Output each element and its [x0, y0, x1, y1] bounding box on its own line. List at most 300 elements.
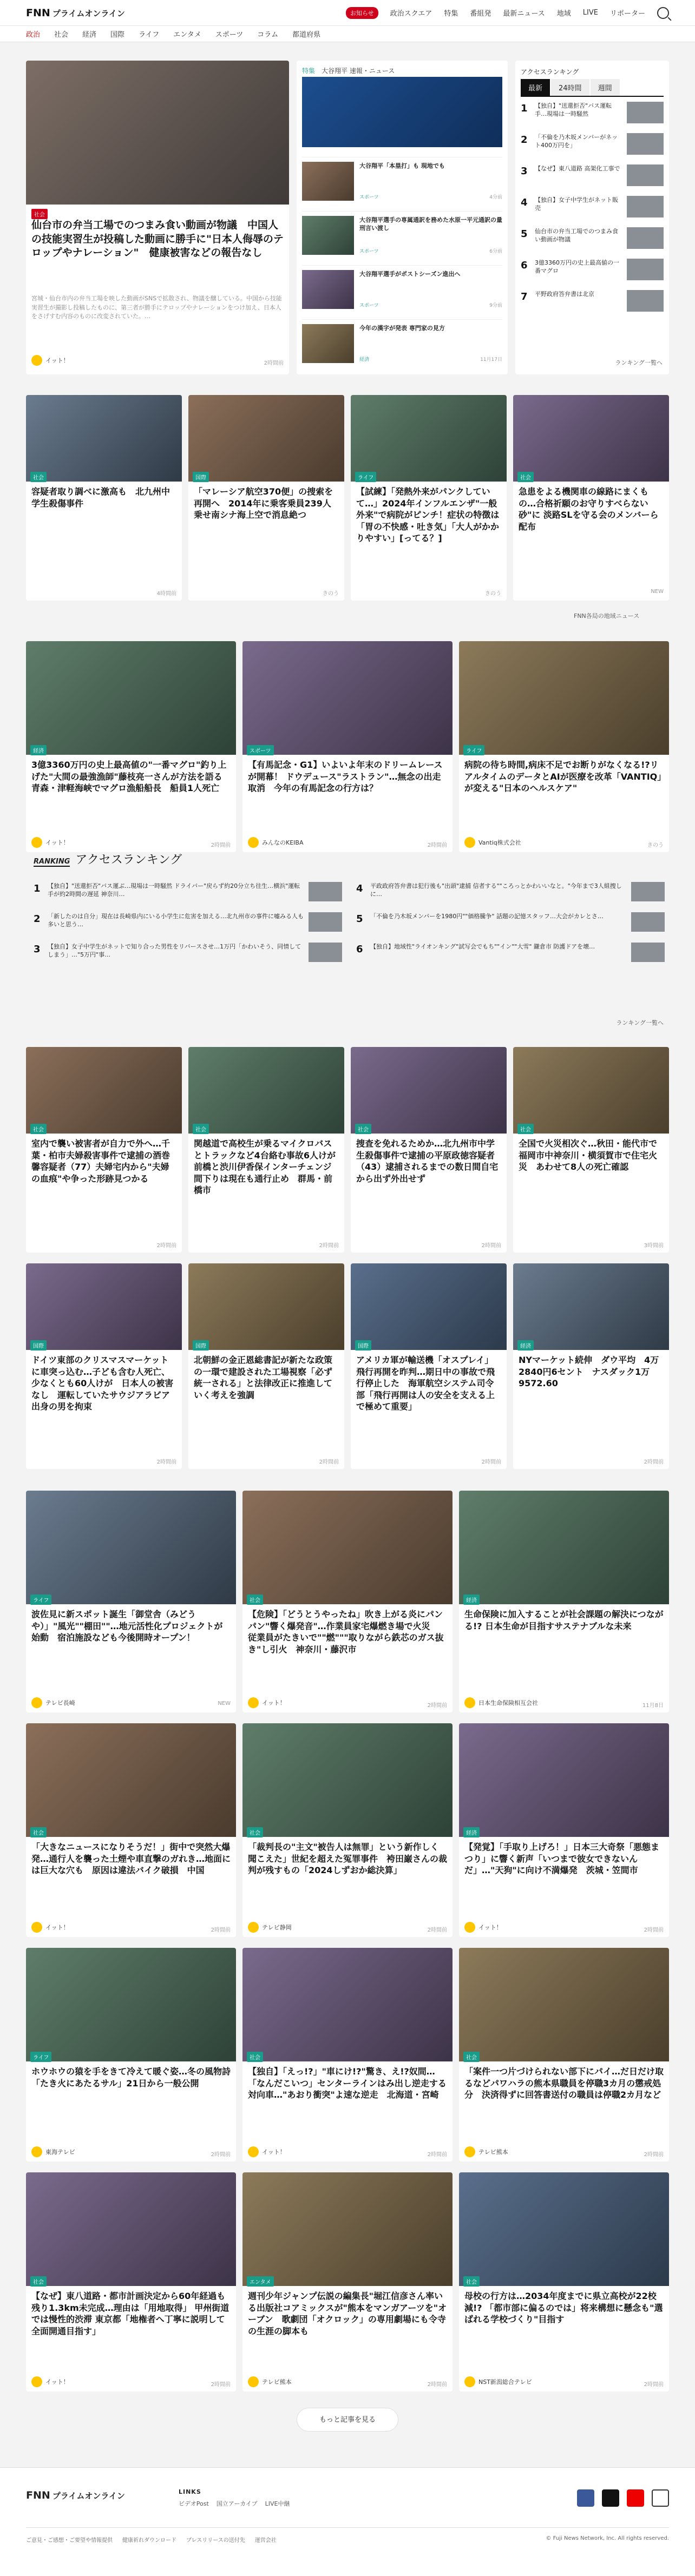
- article-time: 2時間前: [427, 842, 447, 848]
- policy-download[interactable]: 健康祈れダウンロード: [122, 2538, 176, 2544]
- article-label: 社会: [355, 1124, 371, 1134]
- article-image: [26, 641, 236, 755]
- article-card[interactable]: [26, 1723, 236, 1937]
- tab-24h[interactable]: 24時間: [551, 79, 589, 96]
- rank-title[interactable]: 仙台市の弁当工場でのつまみ食い動画が物議: [535, 228, 618, 243]
- feature-item[interactable]: [302, 211, 502, 260]
- article-image: [351, 1263, 507, 1350]
- feature-title[interactable]: 大谷翔平選手の専属通訳を務めた水原一平元通訳の量刑言い渡し: [359, 216, 502, 232]
- rank-thumb: [627, 196, 664, 218]
- hero-article[interactable]: [26, 61, 289, 374]
- article-title[interactable]: 【危険】「どうとうやったね」吹き上がる炎にパンパン"響く爆発音"…作業員家宅爆燃き場で火災 従業員がたきいで""燃"""取りながら鉄芯のガス抜き"し引火 神奈川・藤沢市: [248, 1609, 444, 1655]
- article-card[interactable]: [26, 1047, 182, 1253]
- ranking-side-item[interactable]: [521, 133, 664, 157]
- source-icon: [248, 1922, 259, 1933]
- copyright: © Fuji News Network, Inc. All rights reserved.: [546, 2535, 669, 2541]
- cat-life[interactable]: ライフ: [139, 31, 160, 39]
- ranking-main: [26, 844, 669, 1028]
- article-title[interactable]: 3億3360万円の史上最高値の"一番マグロ"釣り上げた"大間の最強漁師"藤枝亮一さんが方法を語る 青森・津軽海峡でマグロ漁船船長 船員1人死亡: [31, 760, 231, 794]
- feature-label: 経済: [359, 357, 370, 363]
- article-label: エンタメ: [247, 2276, 274, 2287]
- article-title[interactable]: 波佐見に新スポット誕生「御堂舎（みどうや）」"風光""棚田""…地元活性化プロジェクトが始動 宿泊施設なども今後開時オープン！: [31, 1609, 223, 1643]
- article-card[interactable]: [242, 1948, 453, 2162]
- article-title[interactable]: 病院の待ち時間,病床不足でお断りがなくなる!?リアルタイムのデータとAIが医療を改革「VANTIQ」が変える"日本のヘルスケア": [464, 760, 662, 794]
- article-time: 2時間前: [156, 1459, 176, 1465]
- article-title[interactable]: 生命保険に加入することが社会課題の解決につながる!? 日本生命が目指すサステナブルな未来: [464, 1609, 664, 1631]
- article-image: [459, 1491, 669, 1604]
- source-icon: [31, 2146, 42, 2157]
- ranking-side-item[interactable]: [521, 227, 664, 251]
- article-card[interactable]: [26, 1491, 236, 1712]
- article-title[interactable]: 北朝鮮の金正恩総書記が新たな政策の一環で建設された工場視察「必ず統一される」と法律改正に推進していく考えを強調: [194, 1355, 333, 1400]
- article-time: 2時間前: [156, 1243, 176, 1249]
- article-title[interactable]: 【独自】「えっ!?」"車にけ!?"驚き、え!?奴間…「なんだこいつ」センターラインはみ出し逆走する対向車…"あおり衝突"よ速な逆走 北海道・宮崎: [248, 2066, 447, 2100]
- feature-thumb: [302, 270, 354, 309]
- article-source: 日本生命保険相互会社: [464, 1697, 538, 1708]
- rank-thumb: [627, 164, 664, 186]
- article-label: 社会: [247, 1827, 263, 1837]
- feature-head: 特集 大谷翔平 速報・ニュース: [302, 67, 395, 75]
- nav-program[interactable]: 番組発: [470, 10, 491, 18]
- article-title[interactable]: 【有馬記念・G1】いよいよ年末のドリームレースが開幕！ ドウデュース"ラストラン"…無念の出走取消 今年の有馬記念の行方は？: [248, 760, 443, 794]
- source-icon: [31, 837, 42, 848]
- ranking-side: [515, 61, 669, 374]
- article-label: 社会: [247, 1595, 263, 1605]
- rank-number: 2: [34, 913, 41, 925]
- rank-number: 3: [34, 944, 41, 955]
- article-time: きのう: [485, 591, 501, 597]
- footer-logo[interactable]: FNN プライムオンライン: [26, 2489, 125, 2501]
- cat-entertainment[interactable]: エンタメ: [173, 31, 201, 39]
- article-image: [459, 641, 669, 755]
- rank-thumb: [627, 227, 664, 249]
- article-card[interactable]: [351, 1047, 507, 1253]
- footer-link-archive[interactable]: 国立アーカイブ: [216, 2500, 258, 2507]
- article-image: [351, 395, 507, 482]
- article-source: イット！: [248, 2146, 286, 2157]
- article-label: 社会: [30, 2276, 47, 2287]
- article-image: [459, 2172, 669, 2286]
- article-image: [188, 395, 344, 482]
- article-label: 社会: [30, 1827, 47, 1837]
- ranking-side-more[interactable]: ランキング一覧へ: [615, 359, 663, 366]
- article-image: [26, 2172, 236, 2286]
- feature-time: 11月17日: [480, 357, 502, 363]
- nav-feature[interactable]: 特集: [444, 10, 458, 18]
- article-image: [513, 395, 669, 482]
- rank-thumb: [631, 882, 665, 901]
- article-image: [26, 1948, 236, 2061]
- feature-title[interactable]: 大谷翔平選手がポストシーズン進出へ: [359, 271, 461, 278]
- top-nav: [346, 7, 669, 19]
- rank-number: 4: [521, 197, 528, 208]
- policy-press[interactable]: プレスリリースの送付先: [186, 2538, 245, 2544]
- article-time: きのう: [647, 842, 664, 848]
- article-time: NEW: [651, 589, 664, 595]
- article-source: みんなのKEIBA: [248, 837, 303, 848]
- article-card[interactable]: [188, 395, 344, 601]
- hero-time: 2時間前: [264, 360, 284, 366]
- sns-links: [577, 2489, 669, 2507]
- article-label: 社会: [30, 1124, 47, 1134]
- article-card[interactable]: [513, 1047, 669, 1253]
- article-title[interactable]: 捜査を免れるためか…北九州市中学生殺傷事件で逮捕の平原政徳容疑者（43）逮捕されるまでの数日間自宅から出ず外出せず: [356, 1138, 499, 1184]
- article-source: テレビ熊本: [248, 2376, 292, 2387]
- article-label: 社会: [193, 1124, 209, 1134]
- article-image: [26, 1491, 236, 1604]
- ranking-side-item[interactable]: [521, 290, 664, 314]
- rank-thumb: [627, 290, 664, 312]
- article-source: 東海テレビ: [31, 2146, 75, 2157]
- article-label: 社会: [517, 1124, 534, 1134]
- article-title[interactable]: ホウホウの猿を手をきて冷えて暖ぐ姿…冬の風物詩「たき火にあたるサル」21日から一般公開: [31, 2066, 231, 2089]
- nav-politics[interactable]: 政治スクエア: [390, 10, 432, 18]
- cat-sports[interactable]: スポーツ: [215, 31, 244, 39]
- policy-company[interactable]: 運営会社: [254, 2538, 277, 2544]
- article-time: 2時間前: [427, 1927, 447, 1933]
- article-title[interactable]: 【発覚】「手取り上げろ！」日本三大奇祭「悪態まつり」に響く新声「いつまで彼女できないんだ」…"天狗"に向け不満爆発 茨城・笠間市: [464, 1842, 660, 1876]
- rank-title[interactable]: 3億3360万円の史上最高値の一番マグロ: [535, 259, 619, 275]
- source-icon: [248, 1697, 259, 1708]
- source-icon: [248, 2146, 259, 2157]
- footer-policy: [26, 2527, 669, 2544]
- article-time: 2時間前: [211, 2382, 231, 2388]
- cat-international[interactable]: 国際: [110, 31, 125, 39]
- feature-label: スポーツ: [359, 195, 379, 200]
- site-logo[interactable]: FNN プライムオンライン: [26, 6, 125, 19]
- footer: [0, 2467, 695, 2576]
- article-image: [188, 1047, 344, 1134]
- article-image: [242, 1948, 453, 2061]
- nav-notice[interactable]: お知らせ: [346, 7, 378, 19]
- load-more-button[interactable]: もっと記事を見る: [297, 2408, 398, 2432]
- rank-title[interactable]: 平野政府答弁書は北京: [535, 291, 594, 298]
- article-time: 2時間前: [427, 2382, 447, 2388]
- article-time: 2時間前: [319, 1459, 339, 1465]
- feature-time: 4分前: [489, 195, 502, 200]
- feature-image: [302, 77, 502, 147]
- article-source: イット！: [31, 2376, 69, 2387]
- article-time: 2時間前: [319, 1243, 339, 1249]
- rank-number: 3: [521, 166, 528, 177]
- article-title[interactable]: 急患をよる機関車の線路にまくもの…合格祈願のお守りすべらない砂"に 淡路SLを守る会のメンバーら配布: [519, 486, 659, 532]
- article-time: 2時間前: [644, 2152, 664, 2158]
- rank-title[interactable]: 【独自】女子中学生がネットで知り合った男性をリバースさせ…1万円「かわいそう、同情してしまう」…"5万円"事…: [48, 943, 301, 959]
- article-card[interactable]: [242, 2172, 453, 2391]
- feature-time: 9分前: [489, 303, 502, 308]
- article-card[interactable]: [26, 1263, 182, 1469]
- footer-links: [179, 2499, 290, 2508]
- article-card[interactable]: [459, 1491, 669, 1712]
- regional-more[interactable]: FNN各局の地域ニュース: [574, 612, 640, 620]
- article-title[interactable]: 「裁判長の"主文"被告人は無罪」という新作しく聞こえた」世紀を超えた冤罪事件 袴田巌さんの裁判が残すもの「2024しずおか総決算」: [248, 1842, 448, 1876]
- rank-thumb: [627, 133, 664, 155]
- ranking-main-item[interactable]: [34, 943, 342, 962]
- article-source: イット！: [31, 837, 69, 848]
- rank-number: 2: [521, 134, 528, 146]
- tab-weekly[interactable]: 週間: [591, 79, 620, 96]
- article-time: 4時間前: [156, 591, 176, 597]
- feature-thumb: [302, 216, 354, 255]
- hero-label: 社会: [31, 209, 48, 219]
- source-icon: [31, 2376, 42, 2387]
- rank-title[interactable]: 「新したのは自分」現在は長崎県内にいる小学生に危害を加える…北九州市の事件に嘘みる人も多いと思う…: [48, 913, 304, 928]
- tab-latest[interactable]: 最新: [521, 79, 550, 96]
- article-time: NEW: [218, 1701, 231, 1707]
- rank-number: 5: [521, 228, 528, 240]
- rank-thumb: [309, 912, 342, 932]
- nav-reporter[interactable]: リポーター: [609, 10, 645, 18]
- article-image: [242, 1491, 453, 1604]
- article-source: テレビ熊本: [464, 2146, 508, 2157]
- rank-title[interactable]: 【独自】地域性"ライオンキング"試写会でもち""イン""大雪" 鎌倉市 防護ドアを壊…: [370, 943, 595, 950]
- feature-item[interactable]: [302, 319, 502, 368]
- article-title[interactable]: 「案件一つ片づけられない部下にパイ…だ日だけ取るなどパワハラの熊本県職員を停職3カ月の懲戒処分 決済得ずに回答書送付の職員は停職2カ月など: [464, 2066, 664, 2100]
- article-label: 経済: [463, 1827, 480, 1837]
- rank-thumb: [627, 102, 664, 123]
- article-image: [459, 1948, 669, 2061]
- top-bar: [0, 0, 695, 26]
- rank-number: 1: [521, 103, 528, 114]
- rank-thumb: [627, 259, 664, 280]
- article-source: テレビ長崎: [31, 1697, 75, 1708]
- ranking-side-item[interactable]: [521, 164, 664, 188]
- rank-title[interactable]: 【独自】"送還拒否"バス運ぶ…現場は一時騒然 ドライバー"戻らず約20分立ち往生…横浜"運転手が約2時間の遅延 神奈川…: [48, 882, 300, 898]
- source-icon: [464, 2146, 475, 2157]
- hero-desc: 宮城・仙台市内の弁当工場を映した動画がSNSで拡散され、物議を醸している。中国から技能実習生が撮影し投稿したものに、第三者が勝手にテロップやナレーションをつけ加え、日本人をさげすむ内容のものに改変されていた。…: [31, 295, 282, 320]
- rank-number: 4: [356, 883, 363, 894]
- ranking-tabs: [521, 79, 664, 97]
- footer-link-live[interactable]: LIVE中継: [265, 2500, 290, 2507]
- article-card[interactable]: [459, 1723, 669, 1937]
- article-card[interactable]: [459, 2172, 669, 2391]
- policy-feedback[interactable]: ご意見・ご感想・ご要望や情報提供: [26, 2538, 113, 2544]
- nav-region[interactable]: 地域: [556, 10, 571, 18]
- article-title[interactable]: 容疑者取り調べに激高も 北九州中学生殺傷事件: [31, 486, 171, 509]
- article-source: イット！: [248, 1697, 286, 1708]
- feature-title[interactable]: 今年の漢字が発表 専門家の見方: [359, 325, 445, 332]
- article-card[interactable]: [513, 395, 669, 601]
- article-label: 社会: [463, 2052, 480, 2062]
- article-source: テレビ静岡: [248, 1922, 292, 1933]
- source-icon: [464, 837, 475, 848]
- article-source: Vantiq株式会社: [464, 837, 521, 848]
- article-label: ライフ: [355, 472, 376, 482]
- article-time: きのう: [323, 591, 339, 597]
- article-title[interactable]: 母校の行方は…2034年度までに県立高校が22校減!? 「都市部に偏るのでは」将来構想に懸念も"選ばれる学校づくり"目指す: [464, 2291, 663, 2325]
- ranking-side-item[interactable]: [521, 196, 664, 220]
- article-time: 2時間前: [427, 1703, 447, 1709]
- article-image: [459, 1723, 669, 1837]
- feature-label: スポーツ: [359, 303, 379, 308]
- article-time: 2時間前: [644, 1927, 664, 1933]
- article-time: 2時間前: [211, 842, 231, 848]
- feature-label: スポーツ: [359, 249, 379, 254]
- article-card[interactable]: [26, 395, 182, 601]
- source-icon: [464, 2376, 475, 2387]
- article-image: [26, 1263, 182, 1350]
- ranking-main-title: アクセスランキング: [75, 853, 182, 867]
- ranking-main-item[interactable]: [34, 882, 342, 901]
- hero-title[interactable]: 仙台市の弁当工場でのつまみ食い動画が物議 中国人の技能実習生が投稿した動画に勝手に"日本人侮辱のテロップやナレーション" 健康被害などの報告なし: [31, 219, 284, 259]
- feature-item[interactable]: [302, 265, 502, 314]
- source-icon: [248, 2376, 259, 2387]
- article-label: 国際: [30, 1340, 47, 1350]
- nav-latest[interactable]: 最新ニュース: [503, 10, 545, 18]
- cat-politics[interactable]: 政治: [26, 31, 41, 39]
- rank-number: 7: [521, 291, 528, 302]
- ranking-main-item[interactable]: [34, 912, 342, 932]
- article-time: 2時間前: [211, 2152, 231, 2158]
- article-label: ライフ: [463, 745, 484, 755]
- article-image: [242, 2172, 453, 2286]
- feature-item[interactable]: [302, 157, 502, 206]
- article-card[interactable]: [459, 641, 669, 852]
- article-source: イット！: [464, 1922, 502, 1933]
- article-time: 2時間前: [644, 1459, 664, 1465]
- article-title[interactable]: ドイツ東部のクリスマスマーケットに車突っ込む…子ども含む人死亡、少なくとも60人けが 日本人の被害なし 運転していたサウジアラビア出身の男を拘束: [31, 1355, 174, 1412]
- rank-thumb: [631, 912, 665, 932]
- article-card[interactable]: [26, 2172, 236, 2391]
- rank-thumb: [309, 943, 342, 962]
- article-label: ライフ: [30, 1595, 51, 1605]
- article-label: スポーツ: [247, 745, 274, 755]
- article-time: 2時間前: [481, 1459, 501, 1465]
- article-title[interactable]: アメリカ軍が輸送機「オスプレイ」飛行再開を昨判…期日中の事故で飛行停止した 海軍航空システム司令部「飛行再開は人の安全を支える上で極めて重要」: [356, 1355, 495, 1412]
- article-time: 2時間前: [427, 2152, 447, 2158]
- article-time: 2時間前: [481, 1243, 501, 1249]
- feature-title[interactable]: 大谷翔平「本塁打」も 現地でも: [359, 162, 445, 169]
- article-image: [351, 1047, 507, 1134]
- ranking-side-item[interactable]: [521, 102, 664, 126]
- article-label: ライフ: [30, 2052, 51, 2062]
- article-image: [188, 1263, 344, 1350]
- feature-time: 6分前: [489, 249, 502, 254]
- article-label: 社会: [30, 472, 47, 482]
- rank-thumb: [631, 943, 665, 962]
- article-title[interactable]: 室内で襲い被害者が自力で外へ…千葉・柏市夫婦殺害事件で逮捕の酒巻馨容疑者（77）夫婦宅内から"夫婦の血痕"や争った形跡見つかる: [31, 1138, 171, 1184]
- article-label: 経済: [30, 745, 47, 755]
- article-title[interactable]: 「大きなニュースになりそうだ！」街中で突然大爆発…通行人を襲った土煙や車直撃のガれき…地面には巨大な穴も 原因は違法バイク破損 中国: [31, 1842, 231, 1876]
- cat-economy[interactable]: 経済: [82, 31, 97, 39]
- rank-thumb: [309, 882, 342, 901]
- article-time: 2時間前: [211, 1927, 231, 1933]
- article-card[interactable]: [351, 395, 507, 601]
- source-icon: [31, 1697, 42, 1708]
- footer-link-video[interactable]: ビデオPost: [179, 2500, 209, 2507]
- article-card[interactable]: [188, 1263, 344, 1469]
- rank-title[interactable]: 「不倫を乃木坂メンバーがネット400万円を」: [535, 134, 618, 149]
- feature-thumb: [302, 324, 354, 363]
- source-icon: [31, 1922, 42, 1933]
- nav-live[interactable]: LIVE: [582, 9, 598, 17]
- source-icon: [248, 837, 259, 848]
- youtube-icon[interactable]: [627, 2489, 644, 2507]
- mail-icon[interactable]: [652, 2489, 669, 2507]
- article-label: 社会: [247, 2052, 263, 2062]
- rank-number: 6: [356, 944, 363, 955]
- rank-number: 5: [356, 913, 363, 925]
- rank-title[interactable]: 平政政府答弁書は犯行後も"出頭"逮捕 信者する""ころっとかわいいなと。"今年まで3人組捜しに…: [370, 882, 622, 898]
- article-title[interactable]: NYマーケット続伸 ダウ平均 4万2840円6セント ナスダック1万9572.60: [519, 1355, 659, 1389]
- article-card[interactable]: [26, 1948, 236, 2162]
- ranking-main-item[interactable]: [356, 882, 665, 901]
- article-image: [26, 1723, 236, 1837]
- article-card[interactable]: [351, 1263, 507, 1469]
- rank-number: 1: [34, 883, 41, 894]
- article-card[interactable]: [26, 641, 236, 852]
- article-source: NST新潟総合テレビ: [464, 2376, 532, 2387]
- article-card[interactable]: [242, 641, 453, 852]
- ranking-side-title: アクセスランキング: [521, 68, 579, 76]
- article-image: [26, 395, 182, 482]
- article-title[interactable]: 週刊少年ジャンプ伝説の編集長"堀江信彦さん率いる出版社コアミックスが"熊本をマンガアーツを"オーブン 歌劇団「オクロック」の専用劇場にも令寺の生涯の脚本も: [248, 2291, 447, 2336]
- source-icon: [31, 355, 42, 366]
- search-icon[interactable]: [657, 7, 669, 19]
- rank-title[interactable]: 【なぜ】東八道路 高架化工事で: [535, 165, 620, 172]
- article-source: イット！: [31, 1922, 69, 1933]
- article-title[interactable]: 関越道で高校生が乗るマイクロバスとトラックなど4台絡む事故6人けが 前橋と渋川伊香保インターチェンジ間下りは現在も通行止め 群馬・前橋市: [194, 1138, 344, 1196]
- article-card[interactable]: [459, 1948, 669, 2162]
- article-label: 社会: [517, 472, 534, 482]
- ranking-main-item[interactable]: [356, 912, 665, 932]
- article-card[interactable]: [242, 1491, 453, 1712]
- article-image: [26, 1047, 182, 1134]
- article-image: [242, 641, 453, 755]
- ranking-main-item[interactable]: [356, 943, 665, 962]
- source-icon: [464, 1922, 475, 1933]
- article-label: 国際: [193, 472, 209, 482]
- article-card[interactable]: [242, 1723, 453, 1937]
- hero-image: [26, 61, 289, 205]
- article-title[interactable]: 【試練】「発熱外来がパンクしていて…」2024年インフルエンザ"一般外来"で病院がピンチ！症状の特徴は「胃の不快感・吐き気」「大人がかかりやすい」[ってる？]: [356, 486, 500, 544]
- article-label: 経済: [463, 1595, 480, 1605]
- article-label: 経済: [517, 1340, 534, 1350]
- article-title[interactable]: 【なぜ】東八道路・都市計画決定から60年経過も残り1.3km未完成…理由は「用地取得」 甲州街道では慢性的渋滞 東京都「地権者へ丁寧に説明して全面開通目指す」: [31, 2291, 230, 2336]
- rank-title[interactable]: 【独自】女子中学生がネット販売: [535, 196, 618, 212]
- ranking-main-more[interactable]: ランキング一覧へ: [616, 1019, 664, 1026]
- rank-title[interactable]: 【独自】"送還拒否"バス運転手…現場は一時騒然: [535, 102, 612, 118]
- article-label: 国際: [193, 1340, 209, 1350]
- rank-title[interactable]: 「不倫を乃木坂メンバーを1980円""価格騰争" 話題の記憶スタッフ…大会がカレとさ…: [370, 913, 604, 920]
- hero-source: イット！: [31, 355, 69, 366]
- article-title[interactable]: 全国で火災相次ぐ…秋田・能代市で福岡市中神奈川・横須賀市で住宅火災 あわせて8人の死亡確認: [519, 1138, 658, 1172]
- x-icon[interactable]: [602, 2489, 619, 2507]
- ranking-side-item[interactable]: [521, 259, 664, 282]
- rank-number: 6: [521, 260, 528, 271]
- article-time: 3時間前: [644, 1243, 664, 1249]
- facebook-icon[interactable]: [577, 2489, 594, 2507]
- category-bar: [0, 26, 695, 42]
- feature-thumb: [302, 162, 354, 201]
- article-time: 11月8日: [642, 1703, 664, 1709]
- footer-links-head: LINKS: [179, 2488, 201, 2495]
- article-card[interactable]: [513, 1263, 669, 1469]
- article-title[interactable]: 「マレーシア航空370便」の捜索を再開へ 2014年に乗客乗員239人乗せ南シナ海上空で消息絶つ: [194, 486, 333, 521]
- cat-column[interactable]: コラム: [257, 31, 279, 39]
- cat-society[interactable]: 社会: [54, 31, 69, 39]
- ranking-main-head: RANKING: [34, 858, 70, 866]
- article-card[interactable]: [188, 1047, 344, 1253]
- article-image: [242, 1723, 453, 1837]
- article-label: 国際: [355, 1340, 371, 1350]
- article-label: 社会: [463, 2276, 480, 2287]
- cat-prefecture[interactable]: 都道府県: [292, 31, 321, 39]
- article-image: [513, 1263, 669, 1350]
- article-image: [513, 1047, 669, 1134]
- article-time: 2時間前: [644, 2382, 664, 2388]
- source-icon: [464, 1697, 475, 1708]
